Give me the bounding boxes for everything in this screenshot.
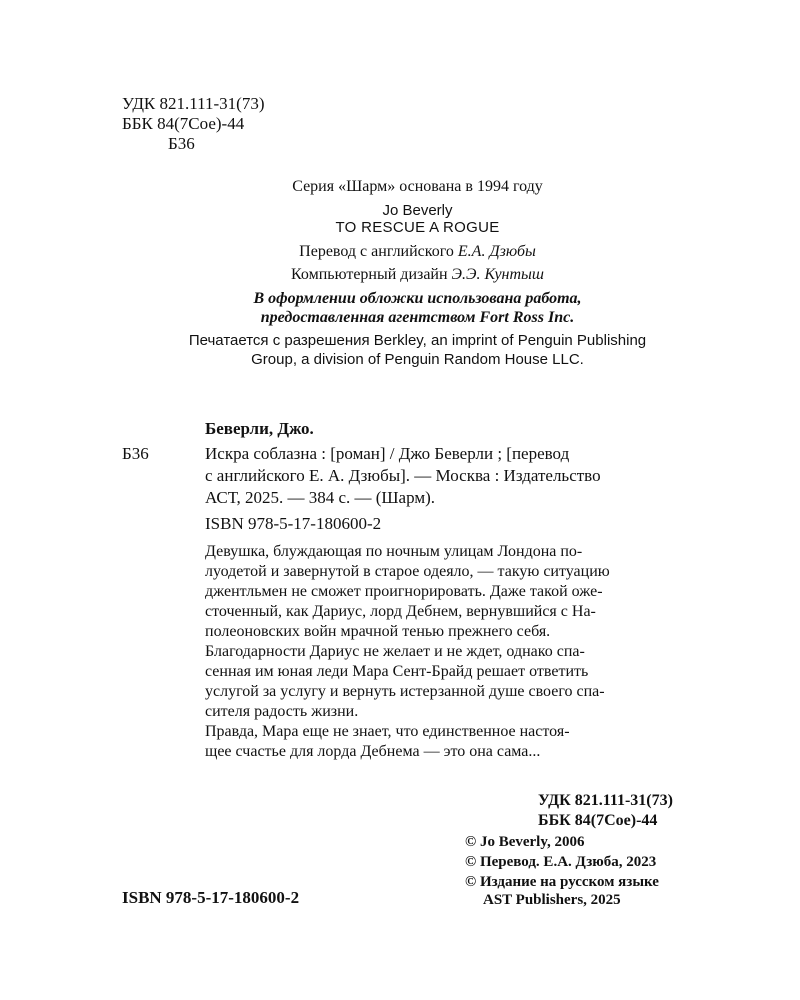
cover-note-line-1: В оформлении обложки использована работа, (253, 290, 582, 307)
permission-line-1: Печатается с разрешения Berkley, an imprint of Penguin Publishing (188, 332, 647, 349)
abstract-p3-l1: Правда, Мара еще не знает, что единственное настоя- (205, 723, 570, 740)
bbk-code-bottom: ББК 84(7Сое)-44 (538, 812, 658, 829)
permission-line-2: Group, a division of Penguin Random House LLC. (251, 351, 584, 368)
catalog-author-heading: Беверли, Джо. (205, 419, 314, 438)
footer-isbn: ISBN 978-5-17-180600-2 (122, 888, 300, 907)
series-note: Серия «Шарм» основана в 1994 году (292, 178, 543, 195)
udk-code-bottom: УДК 821.111-31(73) (538, 792, 673, 809)
original-author: Jo Beverly (382, 202, 453, 219)
copyright-author: © Jo Beverly, 2006 (465, 834, 585, 850)
design-credit (0, 264, 800, 286)
abstract-p1-l4: сточенный, как Дариус, лорд Дебнем, вернувшийся с На- (205, 603, 596, 620)
design-label: Компьютерный дизайн (291, 266, 452, 283)
abstract-p1-l5: полеоновских войн мрачной тенью прежнего себя. (205, 623, 551, 640)
translation-credit (0, 241, 800, 263)
copyright-publisher: AST Publishers, 2025 (483, 892, 621, 908)
abstract-p3-l2: щее счастье для лорда Дебнема — это она сама... (205, 743, 541, 760)
copyright-translation: © Перевод. Е.А. Дзюба, 2023 (465, 854, 657, 870)
catalog-line-1: Искра соблазна : [роман] / Джо Беверли ; [перевод (205, 444, 570, 463)
translator-name: Е.А. Дзюбы (457, 243, 536, 260)
translation-label: Перевод с английского (299, 243, 458, 260)
abstract-p1-l2: луодетой и завернутой в старое одеяло, — такую ситуацию (205, 563, 610, 580)
cover-note-line-2: предоставленная агентством Fort Ross Inc. (260, 309, 575, 326)
catalog-isbn: ISBN 978-5-17-180600-2 (205, 514, 382, 533)
bbk-code-top: ББК 84(7Сое)-44 (122, 114, 245, 133)
abstract-p2-l4: сителя радость жизни. (205, 703, 359, 720)
catalog-line-2: с английского Е. А. Дзюбы]. — Москва : Издательство (205, 466, 601, 485)
udk-code-top: УДК 821.111-31(73) (122, 94, 265, 113)
abstract-p2-l3: услугой за услугу и вернуть истерзанной душе своего спа- (205, 683, 605, 700)
author-mark-top: Б36 (168, 134, 195, 153)
abstract-p2-l2: сенная им юная леди Мара Сент-Брайд решает ответить (205, 663, 589, 680)
abstract-p1-l1: Девушка, блуждающая по ночным улицам Лондона по- (205, 543, 583, 560)
abstract-p1-l3: джентльмен не сможет проигнорировать. Даже такой оже- (205, 583, 603, 600)
copyright-edition: © Издание на русском языке (465, 874, 659, 890)
original-title: TO RESCUE A ROGUE (335, 219, 500, 236)
catalog-line-3: АСТ, 2025. — 384 с. — (Шарм). (205, 488, 436, 507)
catalog-mark: Б36 (122, 444, 149, 463)
abstract-p2-l1: Благодарности Дариус не желает и не ждет, однако спа- (205, 643, 585, 660)
designer-name: Э.Э. Кунтыш (451, 266, 544, 283)
